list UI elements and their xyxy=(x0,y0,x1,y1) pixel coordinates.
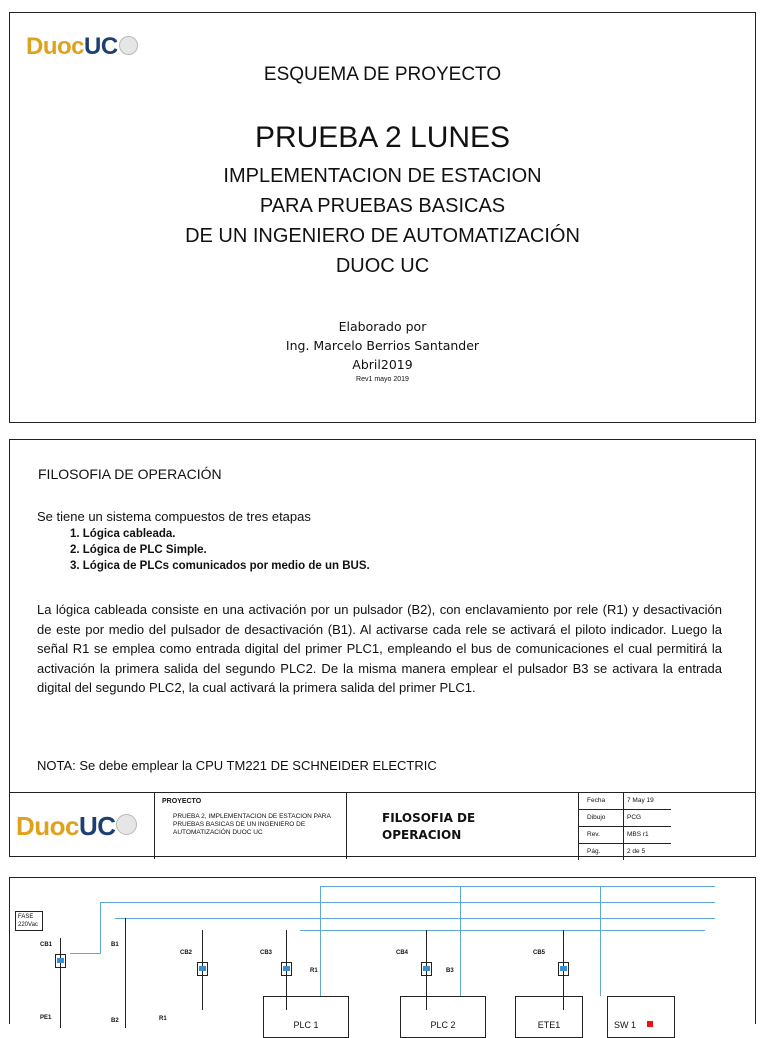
subtitle-line: DUOC UC xyxy=(335,255,430,277)
subtitle-line: PARA PRUEBAS BASICAS xyxy=(259,195,506,217)
breaker-icon xyxy=(55,954,66,968)
component-label-b1: B1 xyxy=(111,942,119,948)
indicator-icon xyxy=(647,1021,653,1027)
doc-type: ESQUEMA DE PROYECTO xyxy=(263,64,502,85)
plc2-module: PLC 2 xyxy=(400,996,486,1038)
component-label-cb1: CB1 xyxy=(40,942,53,948)
author-name: Ing. Marcelo Berrios Santander xyxy=(285,338,480,353)
table-row: Rev. MBS r1 xyxy=(579,827,671,844)
component-label-b2: B2 xyxy=(111,1018,119,1024)
project-text: PRUEBA 2, IMPLEMENTACION DE ESTACION PARA PRUEBAS BASICAS DE UN INGENIERO DE AUTOMATIZACIÓN DUOC UC xyxy=(173,813,331,836)
project-label: PROYECTO xyxy=(162,798,202,805)
revision-note: Rev1 mayo 2019 xyxy=(356,376,409,383)
ete1-module: ETE1 xyxy=(515,996,583,1038)
subtitle-line: DE UN INGENIERO DE AUTOMATIZACIÓN xyxy=(185,225,580,247)
title-block-logo-cell xyxy=(10,793,155,859)
table-row: Fecha 7 May 19 xyxy=(579,793,671,810)
breaker-icon xyxy=(558,962,569,976)
stage-list xyxy=(70,526,370,574)
component-label-cb2: CB2 xyxy=(180,950,193,956)
document-date: Abril2019 xyxy=(352,357,413,372)
component-label-cb3: CB3 xyxy=(260,950,273,956)
prepared-by-label: Elaborado por xyxy=(338,319,427,334)
sheet-title: FILOSOFIA DE OPERACION xyxy=(382,811,476,842)
cover-slide xyxy=(9,12,756,423)
component-label-cb4: CB4 xyxy=(396,950,409,956)
title-block xyxy=(10,792,755,859)
breaker-icon xyxy=(197,962,208,976)
body-paragraph: La lógica cableada consiste en una activación por un pulsador (B2), con enclavamiento por rele (R1) y desactivación de este por medio del pulsador de desactivación (B1). Al activarse cada rele se activará el piloto indicador. Luego la señal R1 se emplea como entrada digital del primer PLC1, empleando el bus de comunicaciones el cual permitirá la activación la primera salida del segundo PLC2. De la misma manera emplear el pulsador B3 se activara la entrada digital del segundo PLC2, la cual activará la primera salida del primer PLC1. xyxy=(37,602,722,695)
operation-slide xyxy=(9,439,756,857)
schematic-slide xyxy=(9,877,756,1030)
page-title: PRUEBA 2 LUNES xyxy=(254,121,511,154)
component-label-b3: B3 xyxy=(446,968,454,974)
list-item: 1. Lógica cableada. xyxy=(70,528,176,540)
breaker-icon xyxy=(421,962,432,976)
seal-icon xyxy=(116,814,137,835)
component-label-r1: R1 xyxy=(310,968,318,974)
seal-icon xyxy=(119,36,138,55)
section-heading: FILOSOFIA DE OPERACIÓN xyxy=(38,466,222,482)
revision-table xyxy=(578,793,671,860)
breaker-icon xyxy=(281,962,292,976)
subtitle-line: IMPLEMENTACION DE ESTACION xyxy=(223,165,542,187)
intro-text: Se tiene un sistema compuestos de tres etapas xyxy=(37,509,311,524)
switch-module: SW 1 xyxy=(607,996,675,1038)
component-label-r1-contact: R1 xyxy=(159,1016,167,1022)
note-text: NOTA: Se debe emplear la CPU TM221 DE SCHNEIDER ELECTRIC xyxy=(37,758,437,773)
duoc-uc-logo: DuocUC xyxy=(16,811,137,842)
duoc-uc-logo: DuocUC xyxy=(26,33,138,61)
component-label-cb5: CB5 xyxy=(533,950,546,956)
table-row: Dibujo PCG xyxy=(579,810,671,827)
bus-wire xyxy=(300,930,705,931)
list-item: 2. Lógica de PLC Simple. xyxy=(70,544,207,556)
bus-wire xyxy=(320,886,715,887)
component-label-pe1: PE1 xyxy=(40,1015,52,1021)
table-row: Pág. 2 de 5 xyxy=(579,844,671,860)
supply-label: FASE 220Vac xyxy=(15,911,43,931)
list-item: 3. Lógica de PLCs comunicados por medio de un BUS. xyxy=(70,560,370,572)
plc1-module: PLC 1 xyxy=(263,996,349,1038)
bus-wire xyxy=(100,902,715,903)
bus-wire xyxy=(115,918,715,919)
